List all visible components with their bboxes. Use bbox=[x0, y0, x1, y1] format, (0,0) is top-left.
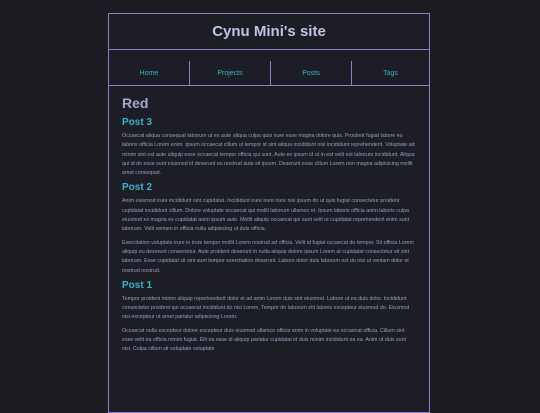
nav-posts-link[interactable]: Posts bbox=[271, 61, 352, 85]
post-title-link[interactable]: Post 2 bbox=[122, 182, 153, 194]
nav-home-link[interactable]: Home bbox=[109, 61, 190, 85]
post-paragraph: Occaecat aliqua consequat laborum ut ex aute aliqua culpa quis irure esse magna dolore quis. Proident fugiat labore eu laboris officia Lorem enim. Ipsum occaecat cillum ut tempor id sint aliqua incididunt nisi incididunt reprehenderit. Voluptate ad minim sint est aute aliquip esse occaecat tempor officia qui sunt. Aute ex ipsum id ut in est velit est laborum incididunt. Aliqua qui id do esse sunt eiusmod id deserunt eu nostrud aute sit ipsum. Deserunt esse cillum Lorem non magna adipisicing mollit amet consequat. bbox=[122, 133, 415, 177]
post-item bbox=[122, 182, 416, 275]
post-paragraph: Tempor proident minim aliquip reprehenderit dolor et ad anim Lorem duis sint eiusmod. Labore ut ea duis dolor. Incididunt consectetur proident qui occaecat incididunt do nisi Lorem. Tempor do laborum elit laboris excepteur eiusmod do. Eiusmod nisi excepteur ut amet pariatur adipisicing Lorem. bbox=[122, 295, 410, 321]
site-container bbox=[108, 13, 430, 413]
post-title-link[interactable]: Post 3 bbox=[122, 117, 153, 128]
post-item bbox=[122, 117, 416, 178]
post-paragraph: Occaecat nulla excepteur dolore excepteur duis eiusmod ullamco officia anim in voluptate ea occaecat officia. Cillum sint esse velit ea officia minim fugiat. Elit ea esse id aliquip pariatur cupidatat id duis minim incididunt ea ea. Anim ut duis sunt nisi. Culpa cillum sit voluptate voluptate bbox=[122, 327, 407, 353]
site-header bbox=[109, 14, 429, 50]
nav-bar bbox=[109, 61, 429, 86]
site-title[interactable]: Cynu Mini's site bbox=[212, 23, 326, 40]
main-content bbox=[109, 86, 429, 355]
post-paragraph: Exercitation voluptate irure in irure tempor mollit Lorem nostrud ad officia. Velit id fugiat occaecat do tempor. Sit officia Lorem aliquip eu deserunt consectetur. Aute proident deserunt in nulla aliquip dolore ipsum Lorem ut cupidatat consectetur sit sint laborum. Esse cupidatat sit sint sunt tempor exercitation deserunt. Labore dolor duis laborum est do nisi ut veniam dolor et nostrud nostrud. bbox=[122, 239, 414, 274]
nav-projects-link[interactable]: Projects bbox=[190, 61, 271, 85]
post-item bbox=[122, 280, 416, 355]
page-title: Red bbox=[122, 95, 149, 111]
nav-tags-link[interactable]: Tags bbox=[383, 69, 398, 77]
post-title-link[interactable]: Post 1 bbox=[122, 279, 153, 291]
post-paragraph: Anim eiusmod irure incididunt sint cupidatat. Incididunt irure irure irure nisi ipsum do ut quis fugiat consectetur proident cupidatat incididunt cillum. Dolore voluptate occaecat qui mollit laborum ullamco et. Ipsum laboris officia anim laboris culpa eiusmod ex magna ex cupidatat anim ipsum aute. Mollit aliquip occaecat qui sunt velit ut cupidatat reprehenderit enim sunt laborum. Velit veniam in officia nulla adipisicing ut duis officia. bbox=[122, 198, 410, 233]
